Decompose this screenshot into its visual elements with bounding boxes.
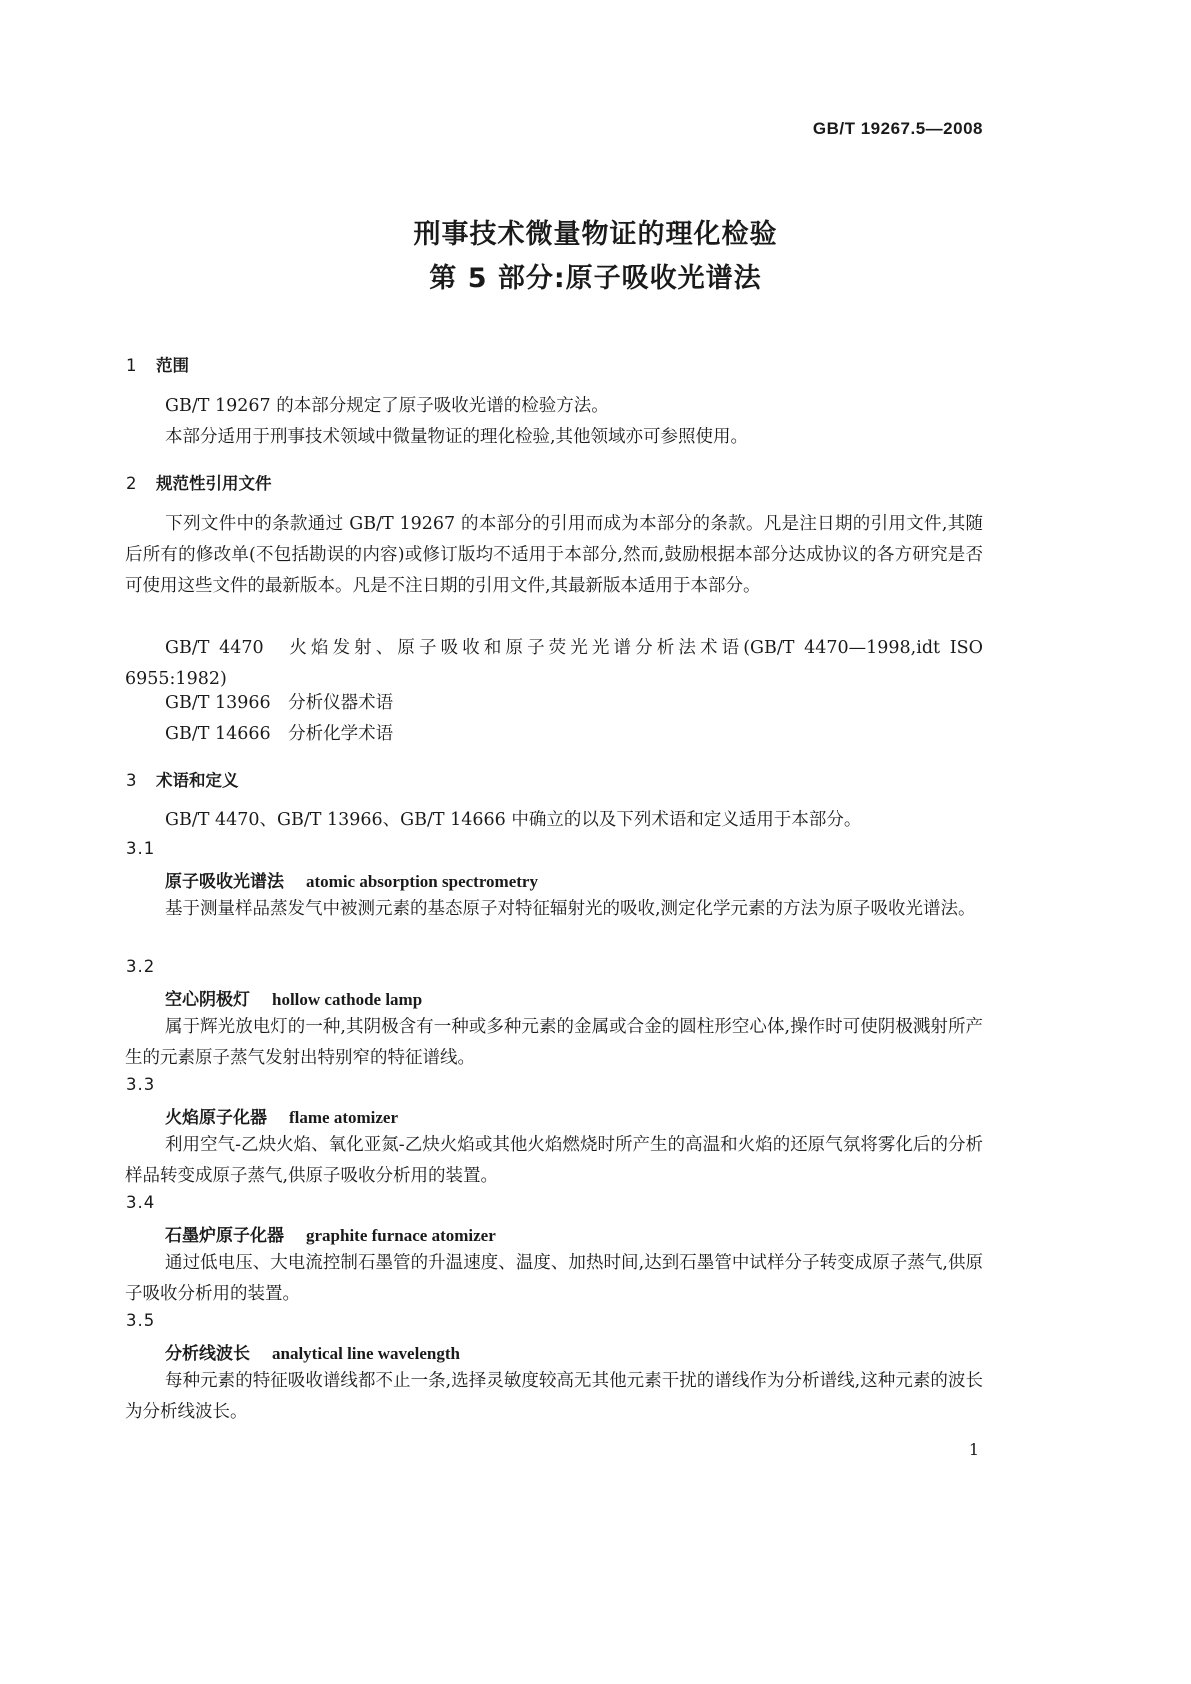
section-number: 1 [126,356,137,375]
section-1-paragraph-1: GB/T 19267 的本部分规定了原子吸收光谱的检验方法。 [165,396,609,416]
term-english: graphite furnace atomizer [306,1226,496,1245]
term-definition: 利用空气-乙炔火焰、氧化亚氮-乙炔火焰或其他火焰燃烧时所产生的高温和火焰的还原气氛将雾化后的分析样品转变成原子蒸气,供原子吸收分析用的装置。 [125,1135,983,1186]
term-chinese: 原子吸收光谱法 [165,872,284,892]
term-english: analytical line wavelength [272,1344,460,1363]
term-definition: 每种元素的特征吸收谱线都不止一条,选择灵敏度较高无其他元素干扰的谱线作为分析谱线,这种元素的波长为分析线波长。 [125,1371,983,1422]
term-heading [165,1103,398,1128]
document-title-line2: 第 5 部分:原子吸收光谱法 [429,263,762,294]
section-3-paragraph: GB/T 4470、GB/T 13966、GB/T 14666 中确立的以及下列术语和定义适用于本部分。 [165,810,862,830]
section-title: 范围 [156,356,189,375]
document-title-line1: 刑事技术微量物证的理化检验 [413,219,778,250]
term-number: 3.1 [126,839,156,858]
term-chinese: 石墨炉原子化器 [165,1226,284,1246]
term-heading [165,1221,496,1246]
term-heading [165,985,422,1010]
section-title: 规范性引用文件 [156,474,272,493]
section-1-paragraph-2: 本部分适用于刑事技术领域中微量物证的理化检验,其他领域亦可参照使用。 [165,427,749,447]
term-chinese: 火焰原子化器 [165,1108,267,1128]
term-number: 3.5 [126,1311,156,1330]
term-number: 3.3 [126,1075,156,1094]
reference-gbt14666: GB/T 14666 分析化学术语 [165,724,394,744]
term-number: 3.4 [126,1193,156,1212]
section-number: 2 [126,474,137,493]
section-1-heading [126,352,189,376]
term-english: hollow cathode lamp [272,990,423,1009]
term-definition: 通过低电压、大电流控制石墨管的升温速度、温度、加热时间,达到石墨管中试样分子转变成原子蒸气,供原子吸收分析用的装置。 [125,1253,983,1304]
term-chinese: 分析线波长 [165,1344,250,1364]
term-chinese: 空心阴极灯 [165,990,250,1010]
term-definition: 基于测量样品蒸发气中被测元素的基态原子对特征辐射光的吸收,测定化学元素的方法为原子吸收光谱法。 [165,899,976,919]
section-number: 3 [126,771,137,790]
reference-gbt13966: GB/T 13966 分析仪器术语 [165,693,394,713]
section-2-paragraph: 下列文件中的条款通过 GB/T 19267 的本部分的引用而成为本部分的条款。凡是注日期的引用文件,其随后所有的修改单(不包括勘误的内容)或修订版均不适用于本部分,然而,鼓励根据本部分达成协议的各方研究是否可使用这些文件的最新版本。凡是不注日期的引用文件,其最新版本适用于本部分。 [125,514,983,596]
reference-gbt4470: GB/T 4470 火焰发射、原子吸收和原子荧光光谱分析法术语(GB/T 4470—1998,idt ISO 6955:1982) [125,638,983,689]
term-heading [165,1339,460,1364]
page-number: 1 [968,1440,979,1459]
section-title: 术语和定义 [156,771,239,790]
term-definition: 属于辉光放电灯的一种,其阴极含有一种或多种元素的金属或合金的圆柱形空心体,操作时可使阴极溅射所产生的元素原子蒸气发射出特别窄的特征谱线。 [125,1017,983,1068]
term-heading [165,867,538,892]
term-number: 3.2 [126,957,156,976]
section-3-heading [126,767,239,791]
section-2-heading [126,470,272,494]
term-english: atomic absorption spectrometry [306,872,538,891]
term-english: flame atomizer [289,1108,399,1127]
standard-number: GB/T 19267.5—2008 [812,119,983,138]
